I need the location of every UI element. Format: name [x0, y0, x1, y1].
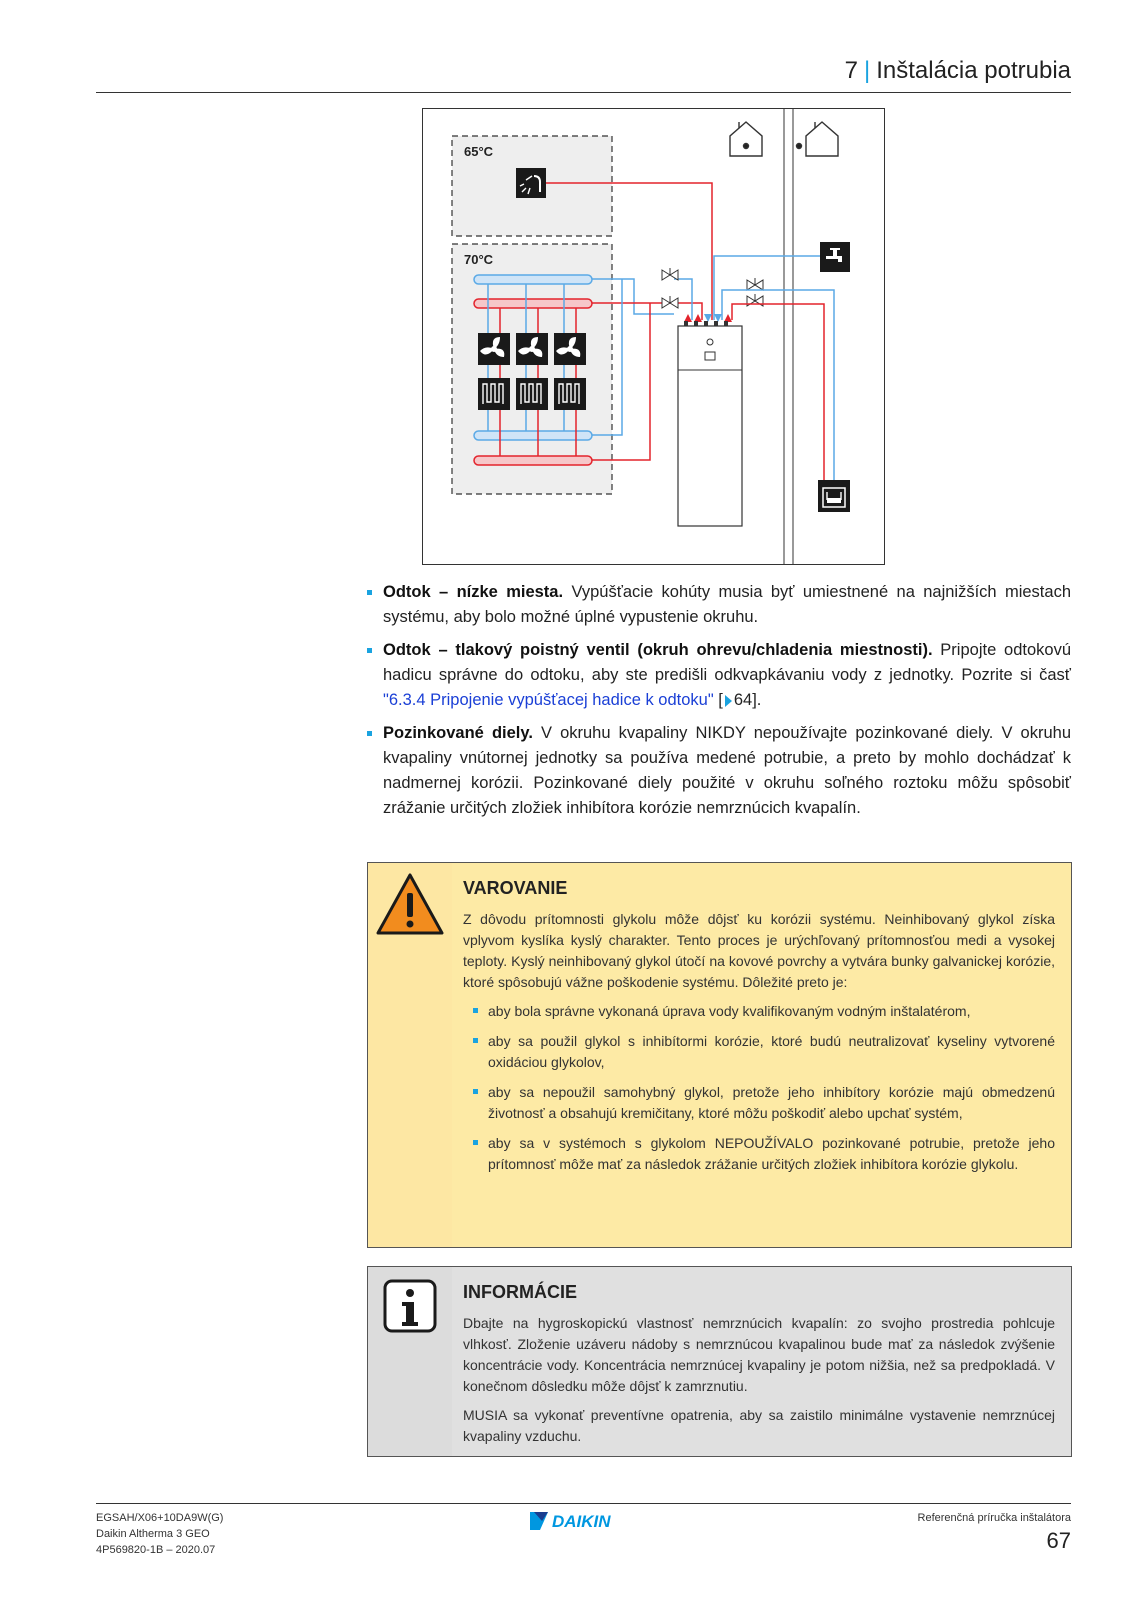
cold-manifold-top — [474, 275, 592, 284]
warning-triangle-icon — [368, 863, 452, 947]
piping-diagram — [422, 108, 885, 565]
page-number: 67 — [1046, 1528, 1071, 1553]
bullet-drain-low-points — [367, 580, 1071, 630]
info-icon — [368, 1267, 452, 1351]
shower-icon — [516, 168, 546, 198]
list-item-text: aby sa nepoužil samohybný glykol, pretože jeho inhibítory korózie majú obmedzenú životnosť a obsahujú kremičitany, ktoré môžu poškodiť alebo upchať systém, — [488, 1084, 1055, 1121]
zone-label-70: 70°C — [464, 252, 494, 267]
bullet-heading: Pozinkované diely. — [383, 724, 533, 742]
list-item — [463, 1001, 1055, 1022]
list-item — [463, 1082, 1055, 1124]
bullet-galvanized-parts — [367, 721, 1071, 821]
hot-manifold-top — [474, 299, 592, 308]
bullet-marker — [367, 731, 372, 736]
bullet-heading: Odtok – tlakový poistný ventil (okruh ohrevu/chladenia miestnosti). — [383, 641, 933, 659]
bullet-heading: Odtok – nízke miesta. — [383, 583, 564, 601]
info-content — [463, 1279, 1055, 1455]
warning-icon-column — [368, 863, 452, 1247]
info-paragraph: MUSIA sa vykonať preventívne opatrenia, aby sa zaistilo minimálne vystavenie nemrznúcej kvapaliny vzduchu. — [463, 1407, 1055, 1444]
footer-divider — [96, 1503, 1071, 1504]
info-title: INFORMÁCIE — [463, 1282, 577, 1302]
daikin-logo — [528, 1510, 640, 1532]
model-code: EGSAH/X06+10DA9W(G) — [96, 1512, 224, 1524]
footer-right — [918, 1510, 1071, 1556]
logo-text: DAIKIN — [552, 1512, 611, 1531]
bullet-marker — [473, 1008, 478, 1013]
warning-list — [463, 1001, 1055, 1175]
warning-title: VAROVANIE — [463, 878, 568, 898]
manual-type: Referenčná príručka inštalátora — [917, 1512, 1071, 1524]
info-icon-column — [368, 1267, 452, 1456]
ground-loop-icon — [818, 480, 850, 512]
product-name: Daikin Altherma 3 GEO — [96, 1528, 210, 1540]
cold-manifold-bottom — [474, 431, 592, 440]
list-item-text: aby bola správne vykonaná úprava vody kvalifikovaným vodným inštalatérom, — [488, 1003, 971, 1019]
bullet-text: Pripojte odtokovú hadicu správne do odtoku, aby ste predišli odkvapkávaniu vody z jednotky. Pozrite si časť — [383, 641, 1071, 684]
zone-label-65: 65°C — [464, 144, 494, 159]
fan-coil-icon — [516, 333, 548, 365]
info-paragraph: Dbajte na hygroskopickú vlastnosť nemrznúcich kvapalín: zo svojho prostredia pohlcuje vlhkosť. Zloženie uzáveru nádoby s nemrznúcou kvapalinou bude mať za následok zvýšenie koncentrácie vody. Koncentrácia nemrznúcej kvapaliny je potom nižšia, než sa predpokladá. V konečnom dôsledku môže dôjsť k zamrznutiu. — [463, 1315, 1055, 1394]
bullet-marker — [473, 1089, 478, 1094]
bullet-marker — [473, 1038, 478, 1043]
underfloor-heating-icon — [478, 378, 510, 410]
underfloor-heating-icon — [554, 378, 586, 410]
document-id: 4P569820-1B – 2020.07 — [96, 1544, 216, 1556]
warning-intro: Z dôvodu prítomnosti glykolu môže dôjsť ku korózii systému. Neinhibovaný glykol získa vplyvom kyslíka kyslý charakter. Tento proces je urýchľovaný prítomnosťou medi a vysokej teploty. Kyslý neinhibovaný glykol útočí na kovové povrchy a vytvára bunky galvanickej korózie, ktoré spôsobujú vážne poškodenie systému. Dôležité preto je: — [463, 911, 1055, 990]
page-arrow-icon — [725, 695, 732, 707]
ref-bracket-close: ]. — [752, 691, 762, 709]
header-separator: | — [863, 57, 871, 84]
warning-content — [463, 875, 1055, 1184]
info-box — [367, 1266, 1072, 1457]
list-item-text: aby sa použil glykol s inhibítormi korózie, ktoré budú neutralizovať kyseliny vytvorené oxidáciou glykolov, — [488, 1033, 1055, 1070]
indoor-unit-icon — [678, 321, 742, 526]
warning-box — [367, 862, 1072, 1248]
chapter-title: Inštalácia potrubia — [876, 57, 1071, 84]
bullet-marker — [367, 648, 372, 653]
bullet-marker — [473, 1140, 478, 1145]
list-item — [463, 1031, 1055, 1073]
list-item — [463, 1133, 1055, 1175]
list-item-text: aby sa v systémoch s glykolom NEPOUŽÍVALO pozinkované potrubie, pretože jeho prítomnosť môže mať za následok zrážanie určitých zložiek inhibítora korózie glykolu. — [488, 1135, 1055, 1172]
page-reference[interactable]: 64 — [733, 691, 753, 709]
chapter-number: 7 — [844, 57, 858, 84]
tap-icon — [820, 242, 850, 272]
ref-bracket-open: [ — [713, 691, 723, 709]
bullet-marker — [367, 590, 372, 595]
bullet-drain-relief-valve — [367, 638, 1071, 713]
body-text — [367, 580, 1071, 829]
footer-left — [96, 1510, 223, 1558]
underfloor-heating-icon — [516, 378, 548, 410]
hot-manifold-bottom — [474, 456, 592, 465]
bullet-text: V okruhu kvapaliny NIKDY nepoužívajte pozinkované diely. V okruhu kvapaliny vnútornej jednotky sa používa medené potrubie, a preto by mohlo dochádzať k nadmernej korózii. Pozinkované diely použité v okruhu soľného roztoku môžu spôsobiť zrážanie určitých zložiek inhibítora korózie nemrznúcich kvapalín. — [383, 724, 1071, 817]
page-header — [96, 56, 1071, 93]
fan-coil-icon — [478, 333, 510, 365]
bullet-text: Vypúšťacie kohúty musia byť umiestnené na najnižších miestach systému, aby bolo možné úplné vypustenie okruhu. — [383, 583, 1071, 626]
fan-coil-icon — [554, 333, 586, 365]
cross-reference-link[interactable]: "6.3.4 Pripojenie vypúšťacej hadice k odtoku" — [383, 691, 714, 709]
